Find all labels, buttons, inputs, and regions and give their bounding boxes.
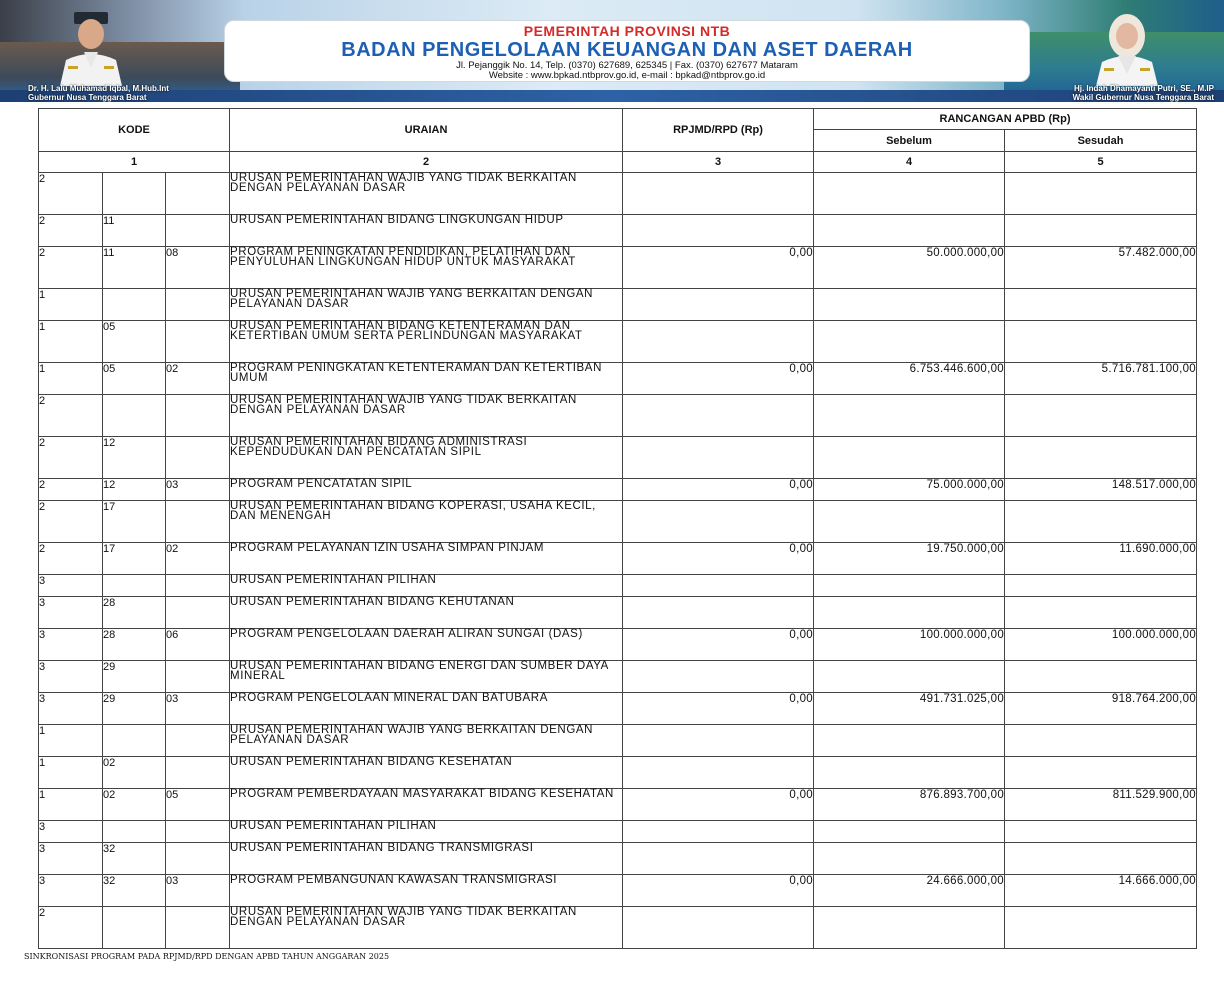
- table-row: [39, 363, 1197, 395]
- sesudah-value: 148.517.000,00: [1005, 479, 1197, 501]
- sesudah-value: [1005, 437, 1197, 479]
- table-body: [39, 173, 1197, 949]
- kode-bidang: 05: [103, 321, 166, 363]
- kode-urusan: 2: [39, 395, 103, 437]
- rpjmd-value: 0,00: [623, 789, 814, 821]
- uraian-cell: URUSAN PEMERINTAHAN WAJIB YANG TIDAK BERKAITAN DENGAN PELAYANAN DASAR: [230, 907, 623, 949]
- uraian-cell: URUSAN PEMERINTAHAN BIDANG KEHUTANAN: [230, 597, 623, 629]
- uraian-cell: PROGRAM PENCATATAN SIPIL: [230, 479, 623, 501]
- agency-line-1: PEMERINTAH PROVINSI NTB: [523, 23, 731, 39]
- kode-urusan: 2: [39, 543, 103, 575]
- kode-urusan: 1: [39, 363, 103, 395]
- sesudah-value: 14.666.000,00: [1005, 875, 1197, 907]
- kode-bidang: [103, 821, 166, 843]
- footer-note: SINKRONISASI PROGRAM PADA RPJMD/RPD DENGAN APBD TAHUN ANGGARAN 2025: [24, 952, 390, 961]
- kode-program: 08: [166, 247, 230, 289]
- table-row: [39, 437, 1197, 479]
- header-rpjmd: RPJMD/RPD (Rp): [623, 109, 814, 152]
- kode-program: [166, 437, 230, 479]
- kode-urusan: 3: [39, 843, 103, 875]
- rpjmd-value: [623, 437, 814, 479]
- sesudah-value: [1005, 907, 1197, 949]
- sebelum-value: [814, 661, 1005, 693]
- column-number: 1: [39, 152, 230, 173]
- kode-urusan: 2: [39, 907, 103, 949]
- rpjmd-value: [623, 843, 814, 875]
- kode-urusan: 2: [39, 479, 103, 501]
- kode-bidang: 02: [103, 789, 166, 821]
- agency-line-2: BADAN PENGELOLAAN KEUANGAN DAN ASET DAERAH: [341, 39, 913, 61]
- kode-urusan: 2: [39, 215, 103, 247]
- kode-program: [166, 501, 230, 543]
- sebelum-value: [814, 289, 1005, 321]
- sesudah-value: 11.690.000,00: [1005, 543, 1197, 575]
- header-uraian: URAIAN: [230, 109, 623, 152]
- sebelum-value: [814, 843, 1005, 875]
- sebelum-value: 24.666.000,00: [814, 875, 1005, 907]
- rpjmd-value: 0,00: [623, 543, 814, 575]
- kode-urusan: 2: [39, 247, 103, 289]
- sebelum-value: 100.000.000,00: [814, 629, 1005, 661]
- uraian-cell: URUSAN PEMERINTAHAN BIDANG LINGKUNGAN HIDUP: [230, 215, 623, 247]
- kode-bidang: [103, 907, 166, 949]
- sebelum-value: 50.000.000,00: [814, 247, 1005, 289]
- vice-governor-title: Wakil Gubernur Nusa Tenggara Barat: [1072, 93, 1214, 102]
- kode-bidang: 11: [103, 215, 166, 247]
- kode-program: [166, 907, 230, 949]
- kode-program: [166, 661, 230, 693]
- uraian-cell: URUSAN PEMERINTAHAN WAJIB YANG BERKAITAN DENGAN PELAYANAN DASAR: [230, 725, 623, 757]
- kode-bidang: 32: [103, 843, 166, 875]
- table-row: [39, 173, 1197, 215]
- kode-bidang: 11: [103, 247, 166, 289]
- column-number: 2: [230, 152, 623, 173]
- sesudah-value: [1005, 843, 1197, 875]
- sebelum-value: [814, 575, 1005, 597]
- table-row: [39, 247, 1197, 289]
- kode-program: [166, 215, 230, 247]
- kode-program: [166, 173, 230, 215]
- kode-bidang: 28: [103, 629, 166, 661]
- kode-bidang: [103, 575, 166, 597]
- kode-program: [166, 843, 230, 875]
- uraian-cell: PROGRAM PENGELOLAAN MINERAL DAN BATUBARA: [230, 693, 623, 725]
- table-row: [39, 821, 1197, 843]
- kode-urusan: 3: [39, 597, 103, 629]
- kode-urusan: 3: [39, 693, 103, 725]
- kode-program: [166, 725, 230, 757]
- uraian-cell: URUSAN PEMERINTAHAN PILIHAN: [230, 575, 623, 597]
- uraian-cell: PROGRAM PEMBERDAYAAN MASYARAKAT BIDANG KESEHATAN: [230, 789, 623, 821]
- sesudah-value: [1005, 575, 1197, 597]
- table-row: [39, 575, 1197, 597]
- sesudah-value: [1005, 661, 1197, 693]
- kode-urusan: 2: [39, 437, 103, 479]
- table-row: [39, 543, 1197, 575]
- agency-title-box: [224, 20, 1030, 82]
- rpjmd-value: [623, 289, 814, 321]
- sesudah-value: [1005, 597, 1197, 629]
- sebelum-value: [814, 395, 1005, 437]
- sebelum-value: 876.893.700,00: [814, 789, 1005, 821]
- uraian-cell: URUSAN PEMERINTAHAN BIDANG KETENTERAMAN DAN KETERTIBAN UMUM SERTA PERLINDUNGAN MASYARAKAT: [230, 321, 623, 363]
- vice-governor-name: Hj. Indah Dhamayanti Putri, SE., M.IP: [1073, 84, 1214, 93]
- header-banner: [0, 0, 1224, 102]
- sesudah-value: [1005, 173, 1197, 215]
- kode-program: [166, 289, 230, 321]
- uraian-cell: URUSAN PEMERINTAHAN BIDANG KOPERASI, USAHA KECIL, DAN MENENGAH: [230, 501, 623, 543]
- kode-bidang: 32: [103, 875, 166, 907]
- kode-urusan: 1: [39, 789, 103, 821]
- uraian-cell: URUSAN PEMERINTAHAN WAJIB YANG BERKAITAN DENGAN PELAYANAN DASAR: [230, 289, 623, 321]
- vice-governor-caption: [1073, 84, 1214, 102]
- sesudah-value: 5.716.781.100,00: [1005, 363, 1197, 395]
- governor-portrait: [52, 8, 130, 86]
- kode-bidang: [103, 395, 166, 437]
- table-row: [39, 843, 1197, 875]
- sesudah-value: [1005, 395, 1197, 437]
- uraian-cell: PROGRAM PEMBANGUNAN KAWASAN TRANSMIGRASI: [230, 875, 623, 907]
- uraian-cell: PROGRAM PENGELOLAAN DAERAH ALIRAN SUNGAI (DAS): [230, 629, 623, 661]
- sebelum-value: [814, 437, 1005, 479]
- kode-program: [166, 575, 230, 597]
- rpjmd-value: [623, 907, 814, 949]
- table-row: [39, 629, 1197, 661]
- kode-bidang: 12: [103, 479, 166, 501]
- rpjmd-value: [623, 757, 814, 789]
- sebelum-value: [814, 215, 1005, 247]
- kode-urusan: 3: [39, 875, 103, 907]
- kode-urusan: 1: [39, 289, 103, 321]
- sebelum-value: [814, 597, 1005, 629]
- sebelum-value: 75.000.000,00: [814, 479, 1005, 501]
- kode-program: 02: [166, 543, 230, 575]
- table-row: [39, 661, 1197, 693]
- rpjmd-value: 0,00: [623, 363, 814, 395]
- table-row: [39, 289, 1197, 321]
- kode-bidang: 29: [103, 693, 166, 725]
- agency-contact: Website : www.bpkad.ntbprov.go.id, e-mail : bpkad@ntbprov.go.id: [488, 70, 766, 81]
- sebelum-value: [814, 821, 1005, 843]
- rpjmd-value: 0,00: [623, 693, 814, 725]
- sebelum-value: [814, 907, 1005, 949]
- header-rancangan: RANCANGAN APBD (Rp): [814, 109, 1197, 130]
- table-row: [39, 321, 1197, 363]
- governor-title: Gubernur Nusa Tenggara Barat: [28, 93, 147, 102]
- rpjmd-value: [623, 173, 814, 215]
- person-icon: [52, 8, 130, 86]
- kode-bidang: 02: [103, 757, 166, 789]
- table-row: [39, 597, 1197, 629]
- uraian-cell: URUSAN PEMERINTAHAN BIDANG ADMINISTRASI KEPENDUDUKAN DAN PENCATATAN SIPIL: [230, 437, 623, 479]
- sync-table: [38, 108, 1197, 949]
- rpjmd-value: [623, 395, 814, 437]
- kode-program: [166, 821, 230, 843]
- kode-program: 03: [166, 479, 230, 501]
- sesudah-value: 57.482.000,00: [1005, 247, 1197, 289]
- kode-urusan: 2: [39, 173, 103, 215]
- header-kode: KODE: [39, 109, 230, 152]
- table-row: [39, 215, 1197, 247]
- rpjmd-value: [623, 321, 814, 363]
- kode-program: 06: [166, 629, 230, 661]
- header-sebelum: Sebelum: [814, 130, 1005, 152]
- sebelum-value: [814, 757, 1005, 789]
- kode-urusan: 2: [39, 501, 103, 543]
- kode-bidang: [103, 725, 166, 757]
- uraian-cell: URUSAN PEMERINTAHAN PILIHAN: [230, 821, 623, 843]
- kode-bidang: 17: [103, 501, 166, 543]
- kode-urusan: 3: [39, 575, 103, 597]
- table-row: [39, 789, 1197, 821]
- rpjmd-value: 0,00: [623, 479, 814, 501]
- kode-urusan: 3: [39, 661, 103, 693]
- table-row: [39, 725, 1197, 757]
- kode-bidang: [103, 289, 166, 321]
- sesudah-value: [1005, 289, 1197, 321]
- uraian-cell: URUSAN PEMERINTAHAN WAJIB YANG TIDAK BERKAITAN DENGAN PELAYANAN DASAR: [230, 395, 623, 437]
- sebelum-value: [814, 501, 1005, 543]
- uraian-cell: PROGRAM PENINGKATAN PENDIDIKAN, PELATIHAN DAN PENYULUHAN LINGKUNGAN HIDUP UNTUK MASYARAKAT: [230, 247, 623, 289]
- table-row: [39, 757, 1197, 789]
- kode-program: 02: [166, 363, 230, 395]
- sesudah-value: [1005, 821, 1197, 843]
- column-number: 4: [814, 152, 1005, 173]
- rpjmd-value: 0,00: [623, 247, 814, 289]
- sesudah-value: 811.529.900,00: [1005, 789, 1197, 821]
- kode-program: [166, 597, 230, 629]
- agency-address: Jl. Pejanggik No. 14, Telp. (0370) 627689, 625345 | Fax. (0370) 627677 Mataram: [456, 60, 798, 71]
- rpjmd-value: [623, 661, 814, 693]
- uraian-cell: PROGRAM PELAYANAN IZIN USAHA SIMPAN PINJAM: [230, 543, 623, 575]
- kode-bidang: 29: [103, 661, 166, 693]
- sebelum-value: [814, 321, 1005, 363]
- sebelum-value: [814, 173, 1005, 215]
- kode-program: 03: [166, 875, 230, 907]
- rpjmd-value: [623, 575, 814, 597]
- uraian-cell: URUSAN PEMERINTAHAN WAJIB YANG TIDAK BERKAITAN DENGAN PELAYANAN DASAR: [230, 173, 623, 215]
- governor-caption: [28, 84, 169, 102]
- table-row: [39, 693, 1197, 725]
- sesudah-value: [1005, 725, 1197, 757]
- kode-urusan: 1: [39, 757, 103, 789]
- sesudah-value: [1005, 501, 1197, 543]
- table-row: [39, 501, 1197, 543]
- sesudah-value: [1005, 215, 1197, 247]
- rpjmd-value: [623, 725, 814, 757]
- rpjmd-value: 0,00: [623, 629, 814, 661]
- kode-urusan: 1: [39, 725, 103, 757]
- table-row: [39, 479, 1197, 501]
- vice-governor-portrait: [1088, 8, 1166, 86]
- column-number: 5: [1005, 152, 1197, 173]
- kode-program: [166, 395, 230, 437]
- table-row: [39, 395, 1197, 437]
- sebelum-value: [814, 725, 1005, 757]
- rpjmd-value: [623, 821, 814, 843]
- person-icon: [1088, 8, 1166, 86]
- kode-program: [166, 757, 230, 789]
- table-row: [39, 875, 1197, 907]
- kode-bidang: [103, 173, 166, 215]
- kode-program: [166, 321, 230, 363]
- table-row: [39, 907, 1197, 949]
- rpjmd-value: [623, 215, 814, 247]
- rpjmd-value: [623, 501, 814, 543]
- kode-urusan: 3: [39, 821, 103, 843]
- rpjmd-value: 0,00: [623, 875, 814, 907]
- kode-bidang: 28: [103, 597, 166, 629]
- kode-urusan: 1: [39, 321, 103, 363]
- kode-program: 03: [166, 693, 230, 725]
- kode-bidang: 12: [103, 437, 166, 479]
- sebelum-value: 491.731.025,00: [814, 693, 1005, 725]
- sesudah-value: 100.000.000,00: [1005, 629, 1197, 661]
- sebelum-value: 6.753.446.600,00: [814, 363, 1005, 395]
- column-number: 3: [623, 152, 814, 173]
- governor-name: Dr. H. Lalu Muhamad Iqbal, M.Hub.Int: [28, 84, 169, 93]
- kode-bidang: 05: [103, 363, 166, 395]
- uraian-cell: URUSAN PEMERINTAHAN BIDANG KESEHATAN: [230, 757, 623, 789]
- uraian-cell: PROGRAM PENINGKATAN KETENTERAMAN DAN KETERTIBAN UMUM: [230, 363, 623, 395]
- sesudah-value: [1005, 321, 1197, 363]
- kode-program: 05: [166, 789, 230, 821]
- header-sesudah: Sesudah: [1005, 130, 1197, 152]
- kode-urusan: 3: [39, 629, 103, 661]
- sesudah-value: [1005, 757, 1197, 789]
- uraian-cell: URUSAN PEMERINTAHAN BIDANG TRANSMIGRASI: [230, 843, 623, 875]
- kode-bidang: 17: [103, 543, 166, 575]
- uraian-cell: URUSAN PEMERINTAHAN BIDANG ENERGI DAN SUMBER DAYA MINERAL: [230, 661, 623, 693]
- sebelum-value: 19.750.000,00: [814, 543, 1005, 575]
- sesudah-value: 918.764.200,00: [1005, 693, 1197, 725]
- rpjmd-value: [623, 597, 814, 629]
- banner-bottom-strip: [0, 90, 1224, 102]
